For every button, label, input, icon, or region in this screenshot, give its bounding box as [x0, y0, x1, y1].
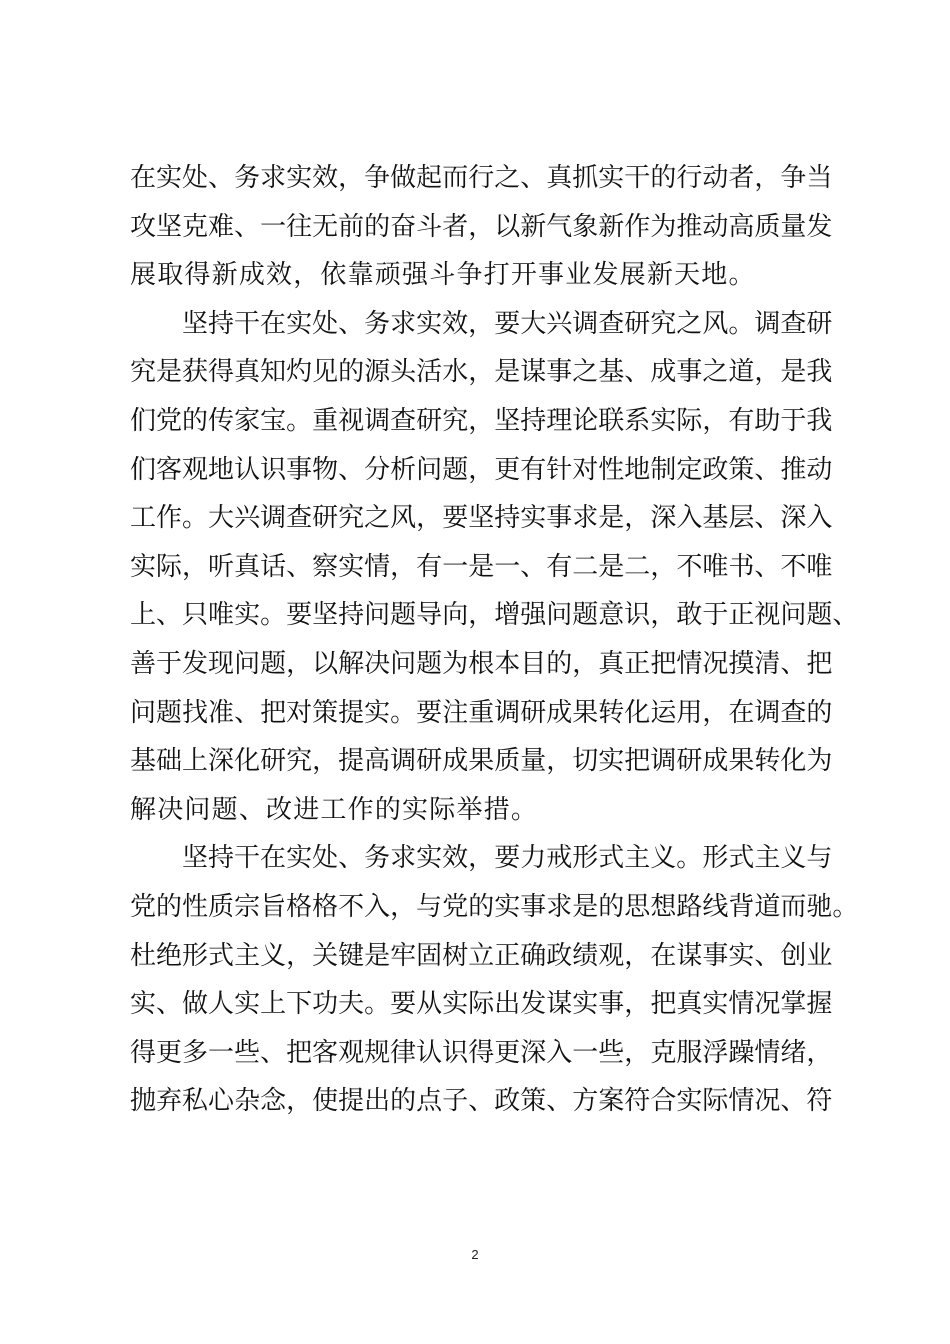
text-line: 实 际 ， 听 真 话 、 察 实 情 ， 有 一 是 一 、 有 二 是 二 ， 不 唯 书 、 不 唯 — [130, 551, 833, 582]
text-line: 们 客 观 地 认 识 事 物 、 分 析 问 题 ， 更 有 针 对 性 地 制 定 政 策 、 推 动 — [130, 454, 833, 485]
text-line: 抛 弃 私 心 杂 念 ， 使 提 出 的 点 子 、 政 策 、 方 案 符 合 实 际 情 况 、 符 — [130, 1086, 833, 1117]
text-line: 展 取 得 新 成 效 ， 依 靠 顽 强 斗 争 打 开 事 业 发 展 新 天 地 。 — [130, 260, 756, 291]
page-number: 2 — [471, 1247, 479, 1262]
text-line: 实 、 做 人 实 上 下 功 夫 。 要 从 实 际 出 发 谋 实 事 ， 把 真 实 情 况 掌 握 — [130, 989, 833, 1020]
text-line: 们 党 的 传 家 宝 。 重 视 调 查 研 究 ， 坚 持 理 论 联 系 实 际 ， 有 助 于 我 — [130, 405, 833, 436]
text-line: 在 实 处 、 务 求 实 效 ， 争 做 起 而 行 之 、 真 抓 实 干 的 行 动 者 ， 争 当 — [130, 163, 833, 193]
text-line: 杜 绝 形 式 主 义 ， 关 键 是 牢 固 树 立 正 确 政 绩 观 ， 在 谋 事 实 、 创 业 — [130, 940, 833, 971]
text-line: 上 、 只 唯 实 。 要 坚 持 问 题 导 向 ， 增 强 问 题 意 识 ， 敢 于 正 视 问 题 、 — [130, 600, 859, 631]
text-line: 问 题 找 准 、 把 对 策 提 实 。 要 注 重 调 研 成 果 转 化 运 用 ， 在 调 查 的 — [130, 697, 833, 728]
text-line: 解 决 问 题 、 改 进 工 作 的 实 际 举 措 。 — [130, 794, 539, 825]
text-line: 攻 坚 克 难 、 一 往 无 前 的 奋 斗 者 ， 以 新 气 象 新 作 为 推 动 高 质 量 发 — [130, 211, 833, 242]
text-line: 坚 持 干 在 实 处 、 务 求 实 效 ， 要 力 戒 形 式 主 义 。 形 式 主 义 与 — [182, 843, 833, 874]
text-line: 基 础 上 深 化 研 究 ， 提 高 调 研 成 果 质 量 ， 切 实 把 调 研 成 果 转 化 为 — [130, 746, 833, 777]
text-line: 坚 持 干 在 实 处 、 务 求 实 效 ， 要 大 兴 调 查 研 究 之 风 。 调 查 研 — [182, 308, 833, 339]
text-line: 党 的 性 质 宗 旨 格 格 不 入 ， 与 党 的 实 事 求 是 的 思 想 路 线 背 道 而 驰 。 — [130, 891, 859, 922]
text-line: 得 更 多 一 些 、 把 客 观 规 律 认 识 得 更 深 入 一 些 ， 克 服 浮 躁 情 绪 ， — [130, 1037, 833, 1068]
text-line: 工 作 。 大 兴 调 查 研 究 之 风 ， 要 坚 持 实 事 求 是 ， 深 入 基 层 、 深 入 — [130, 503, 833, 534]
body-text — [130, 154, 859, 1126]
text-line: 善 于 发 现 问 题 ， 以 解 决 问 题 为 根 本 目 的 ， 真 正 把 情 况 摸 清 、 把 — [130, 648, 833, 679]
text-line: 究 是 获 得 真 知 灼 见 的 源 头 活 水 ， 是 谋 事 之 基 、 成 事 之 道 ， 是 我 — [130, 357, 833, 388]
